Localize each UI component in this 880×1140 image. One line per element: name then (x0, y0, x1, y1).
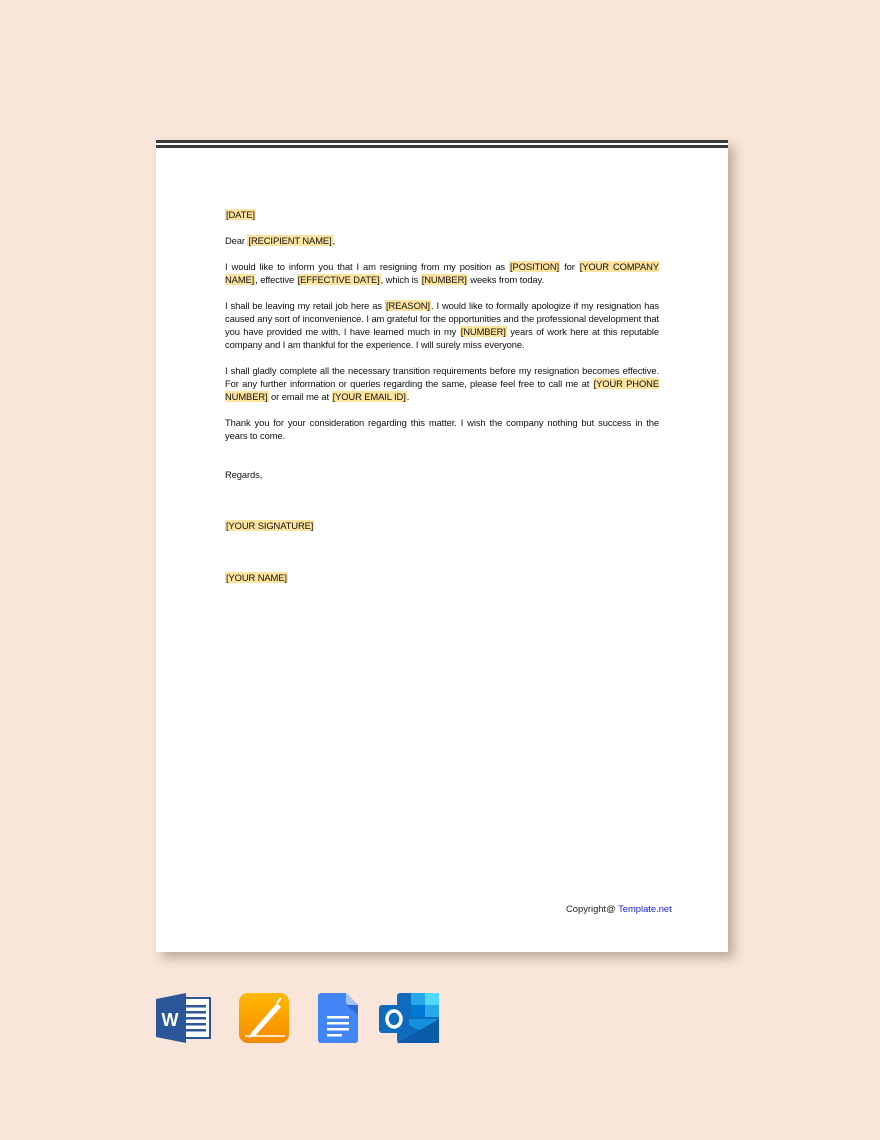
text: I shall be leaving my retail job here as (225, 300, 385, 311)
paragraph-4: Thank you for your consideration regarding this matter. I wish the company nothing but success in the years to come. (225, 417, 659, 441)
copyright-label: Copyright@ (566, 903, 619, 914)
position-placeholder: [POSITION] (510, 261, 560, 272)
spacer (225, 494, 659, 519)
text: weeks from today. (467, 274, 544, 285)
google-docs-icon (318, 993, 358, 1043)
letter-body (225, 208, 659, 597)
phone-placeholder: [YOUR PHONE NUMBER] (225, 378, 659, 402)
signature-line (225, 519, 659, 532)
salutation-text: Dear (225, 235, 248, 246)
pages-icon (239, 993, 289, 1043)
text: . I would like to formally apologize if my resignation has caused any sort of inconvenience. I am grateful for the opportunities and the professional development that you have provided me with. I have learned much in my (225, 300, 659, 337)
email-placeholder: [YOUR EMAIL ID] (332, 391, 406, 402)
text: or email me at (268, 391, 332, 402)
outlook-icon (379, 993, 439, 1043)
closing: Regards, (225, 469, 263, 480)
google-docs-app-button[interactable] (318, 993, 358, 1043)
spacer (225, 545, 659, 571)
date-line (225, 208, 659, 221)
number-placeholder: [NUMBER] (421, 274, 467, 285)
text: I would like to inform you that I am resigning from my position as (225, 261, 510, 272)
paragraph-1 (225, 260, 659, 286)
salutation (225, 234, 659, 247)
name-line (225, 571, 659, 584)
paragraph-3 (225, 364, 659, 403)
recipient-placeholder: [RECIPIENT NAME] (248, 235, 332, 246)
years-number-placeholder: [NUMBER] (460, 326, 506, 337)
text: , which is (380, 274, 421, 285)
salutation-comma: , (332, 235, 336, 246)
text: , effective (255, 274, 297, 285)
header-rule-bottom (156, 145, 728, 148)
text: I shall gladly complete all the necessary transition requirements before my resignation becomes effective. For any further information or queries regarding the same, please feel free to call me at (225, 365, 659, 389)
copyright (566, 903, 672, 914)
pages-app-button[interactable] (239, 993, 289, 1043)
template-net-link[interactable]: Template.net (618, 903, 672, 914)
text: . (406, 391, 410, 402)
reason-placeholder: [REASON] (385, 300, 430, 311)
effective-date-placeholder: [EFFECTIVE DATE] (297, 274, 380, 285)
document-page (156, 140, 728, 952)
text: for (560, 261, 579, 272)
svg-text:W: W (161, 1010, 179, 1030)
paragraph-2 (225, 299, 659, 351)
word-app-button[interactable] (156, 993, 211, 1043)
spacer (225, 455, 659, 468)
text: years of work here at this reputable company and I am thankful for the experience. I will surely miss everyone. (225, 326, 659, 350)
signature-placeholder: [YOUR SIGNATURE] (226, 520, 314, 531)
company-placeholder: [YOUR COMPANY NAME] (225, 261, 659, 285)
outlook-app-button[interactable] (379, 993, 439, 1043)
date-placeholder: [DATE] (226, 209, 255, 220)
word-icon (156, 993, 211, 1043)
name-placeholder: [YOUR NAME] (226, 572, 287, 583)
